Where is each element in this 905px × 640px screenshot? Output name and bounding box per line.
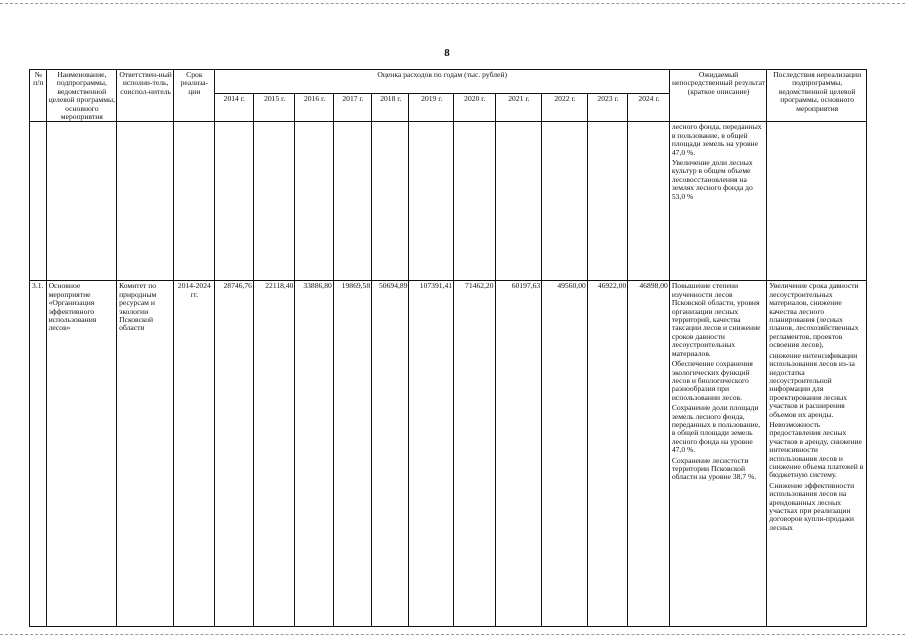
expense-value: 60197,63: [495, 281, 542, 627]
table-cell-empty: [372, 122, 409, 281]
row-consequences: [767, 281, 867, 627]
table-cell-empty: [117, 122, 174, 281]
expense-value: 71462,20: [454, 281, 495, 627]
table-cell-empty: [767, 122, 867, 281]
table-cell-empty: [628, 122, 670, 281]
expense-value: 46898,00: [628, 281, 670, 627]
scan-edge-bottom: [0, 634, 905, 635]
expense-value: 50694,89: [372, 281, 409, 627]
consequence-paragraph: Невозможность предоставления лесных участков в аренду, снижение интенсивности использования лесов и снижение объема платежей в бюджетную систему.: [769, 419, 864, 480]
header-year: 2015 г.: [253, 94, 294, 122]
consequence-paragraph: Увеличение срока давности лесоустроительных материалов, снижение качества лесного планирования (лесных планов, лесохозяйственных регламентов, проектов освоения лесов),: [769, 281, 859, 350]
consequence-paragraph: снижение интенсификации использования лесов из-за недостатка лесоустроительной информации для проектирования лесных участков и расширения объемов их аренды.: [769, 350, 858, 419]
row-expected-result: [669, 281, 766, 627]
result-paragraph: Сохранение лесистости территории Псковской области на уровне 38,7 %.: [671, 455, 757, 482]
header-year: 2016 г.: [295, 94, 333, 122]
table-cell-empty: [333, 122, 371, 281]
header-year: 2017 г.: [333, 94, 371, 122]
row-number: 3.1.: [30, 281, 47, 627]
header-name: Наименование, подпрограммы, ведомственной целевой программы, основного мероприятия: [46, 70, 117, 122]
table-cell-empty: [30, 122, 47, 281]
table-cell-empty: [409, 122, 454, 281]
table-cell-empty: [214, 122, 253, 281]
row-period: 2014-2024 гг.: [174, 281, 214, 627]
table-row-continuation: [30, 122, 867, 281]
header-period: Срок реализа-ции: [174, 70, 214, 122]
header-year: 2018 г.: [372, 94, 409, 122]
header-expenses-group: Оценка расходов по годам (тыс. рублей): [214, 70, 669, 94]
header-year: 2022 г.: [542, 94, 588, 122]
continuation-expected-result: [669, 122, 766, 281]
table-cell-empty: [454, 122, 495, 281]
expense-value: 49560,00: [542, 281, 588, 627]
budget-table: [29, 69, 867, 627]
header-consequences: Последствия нереализации подпрограммы, ведомственной целевой программы, основного мероприятия: [767, 70, 867, 122]
result-paragraph: лесного фонда, переданных в пользование, в общей площади земель на уровне 47,0 %.: [671, 122, 762, 157]
row-program-name: Основное мероприятие «Организация эффективного использования лесов»: [46, 281, 117, 627]
header-year: 2014 г.: [214, 94, 253, 122]
table-cell-empty: [495, 122, 542, 281]
header-num: № п/п: [30, 70, 47, 122]
result-paragraph: Обеспечение сохранения экологических функций лесов и биологического разнообразия при использовании лесов.: [671, 359, 753, 402]
table-cell-empty: [587, 122, 627, 281]
row-responsible: Комитет по природным ресурсам и экологии Псковской области: [117, 281, 174, 627]
result-paragraph: Повышение степени изученности лесов Псковской области, уровня организации лесных территорий, качества таксации лесов и снижение сроков давности лесоустроительных материалов.: [671, 281, 761, 358]
expense-value: 107391,41: [409, 281, 454, 627]
table-cell-empty: [174, 122, 214, 281]
table-row-3-1: [30, 281, 867, 627]
page-number: 8: [444, 47, 450, 59]
table-cell-empty: [542, 122, 588, 281]
result-paragraph: Увеличение доли лесных культур в общем объеме лесовосстановления на землях лесного фонда до 53,0 %: [671, 158, 753, 201]
expense-value: 19869,58: [333, 281, 371, 627]
header-year: 2023 г.: [587, 94, 627, 122]
header-expected-result: Ожидаемый непосредственный результат (краткое описание): [669, 70, 766, 122]
header-year: 2019 г.: [409, 94, 454, 122]
table-cell-empty: [46, 122, 117, 281]
expense-value: 46922,00: [587, 281, 627, 627]
scan-edge-top: [0, 3, 905, 4]
header-row: [30, 70, 867, 94]
header-responsible: Ответствен-ный исполни-тель, соиспол-нитель: [117, 70, 174, 122]
table-cell-empty: [253, 122, 294, 281]
consequence-paragraph: Снижение эффективности использования лесов на арендованных лесных участках при реализации договоров купли-продажи лесных: [769, 480, 855, 532]
header-year: 2024 г.: [628, 94, 670, 122]
table-cell-empty: [295, 122, 333, 281]
header-year: 2021 г.: [495, 94, 542, 122]
expense-value: 28746,76: [214, 281, 253, 627]
expense-value: 22118,40: [253, 281, 294, 627]
expense-value: 33886,80: [295, 281, 333, 627]
result-paragraph: Сохранение доли площади земель лесного фонда, переданных в пользование, в общей площади земель лесного фонда на уровне 47,0 %.: [671, 403, 760, 455]
header-year: 2020 г.: [454, 94, 495, 122]
